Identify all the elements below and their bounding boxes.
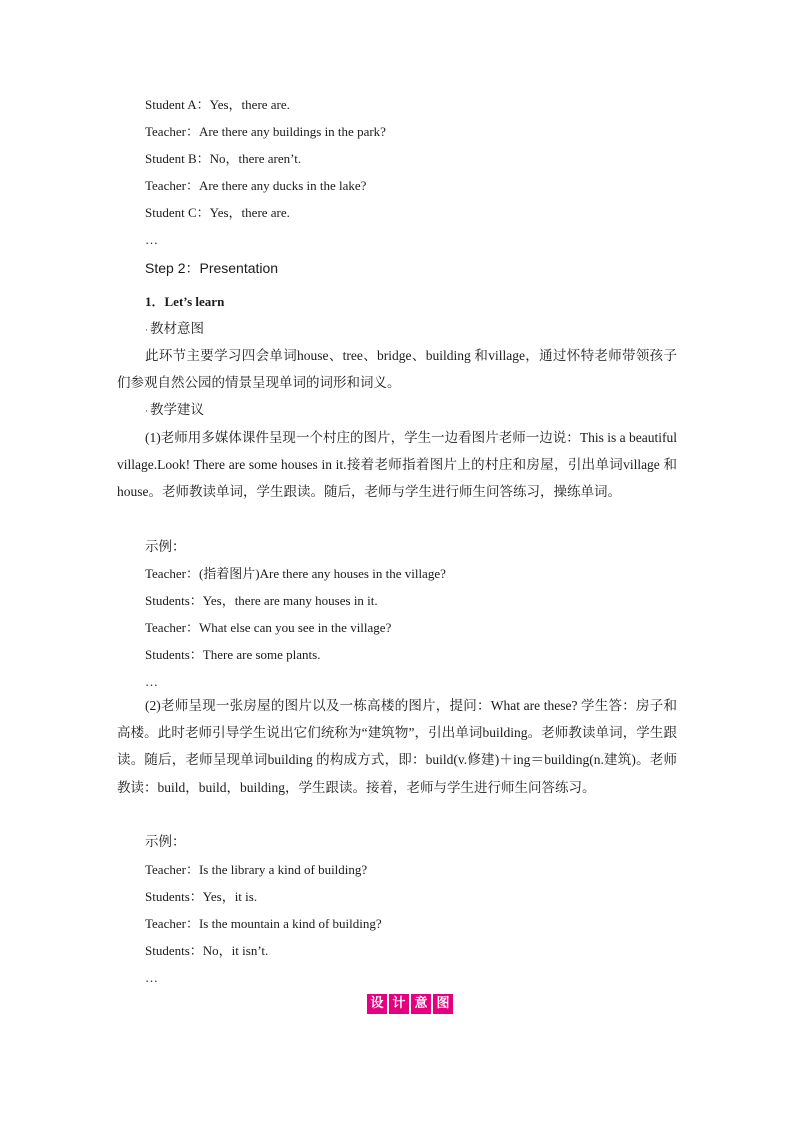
dialogue-line: Students：There are some plants. (145, 647, 321, 662)
badge-char: 意 (411, 994, 431, 1014)
dialogue-line: Teacher：(指着图片)Are there any houses in the village? (145, 566, 446, 581)
bullet-teaching-suggestion (145, 401, 204, 420)
dialogue-line: Student A：Yes，there are. (145, 97, 290, 112)
dialogue-line: Teacher：Is the library a kind of building? (145, 862, 368, 877)
dialogue-line: Students：No，it isn’t. (145, 943, 269, 958)
bullet-dot-icon: · (145, 324, 148, 335)
lets-learn-heading: 1．Let’s learn (145, 294, 225, 309)
paragraph-suggestion-2: (2)老师呈现一张房屋的图片以及一栋高楼的图片，提问：What are these? 学生答：房子和高楼。此时老师引导学生说出它们统称为“建筑物”，引出单词building。老师教读单词，学生跟读。随后，老师呈现单词building 的构成方式，即：build(v.修建)＋ing＝building(n.建筑)。老师教读：build，build，building，学生跟读。接着，老师与学生进行师生问答练习。 (117, 698, 677, 795)
ellipsis: … (145, 970, 158, 985)
ellipsis: … (145, 674, 158, 689)
badge-char: 设 (367, 994, 387, 1014)
example-label: 示例： (145, 539, 186, 554)
bullet-dot-icon: · (145, 405, 148, 416)
bullet-teaching-intent (145, 320, 204, 339)
bullet-label: 教学建议 (150, 402, 204, 417)
paragraph-intent: 此环节主要学习四会单词house、tree、bridge、building 和village，通过怀特老师带领孩子们参观自然公园的情景呈现单词的词形和词义。 (117, 348, 677, 391)
dialogue-line: Student C：Yes，there are. (145, 205, 290, 220)
step2-heading: Step 2：Presentation (145, 260, 279, 276)
dialogue-line: Teacher：What else can you see in the village? (145, 620, 392, 635)
ellipsis: … (145, 232, 158, 247)
bullet-label: 教材意图 (150, 321, 204, 336)
paragraph-suggestion-1: (1)老师用多媒体课件呈现一个村庄的图片，学生一边看图片老师一边说：This is a beautiful village.Look! There are some houses in it.接着老师指着图片上的村庄和房屋，引出单词village 和house。老师教读单词，学生跟读。随后，老师与学生进行师生问答练习，操练单词。 (117, 430, 677, 500)
badge-char: 图 (433, 994, 453, 1014)
badge-char: 计 (389, 994, 409, 1014)
design-intent-badge (367, 994, 453, 1014)
dialogue-line: Teacher：Are there any buildings in the park? (145, 124, 386, 139)
dialogue-line: Teacher：Is the mountain a kind of building? (145, 916, 382, 931)
dialogue-line: Students：Yes，there are many houses in it. (145, 593, 378, 608)
dialogue-line: Student B：No，there aren’t. (145, 151, 302, 166)
example-label: 示例： (145, 834, 186, 849)
dialogue-line: Teacher：Are there any ducks in the lake? (145, 178, 367, 193)
dialogue-line: Students：Yes，it is. (145, 889, 258, 904)
